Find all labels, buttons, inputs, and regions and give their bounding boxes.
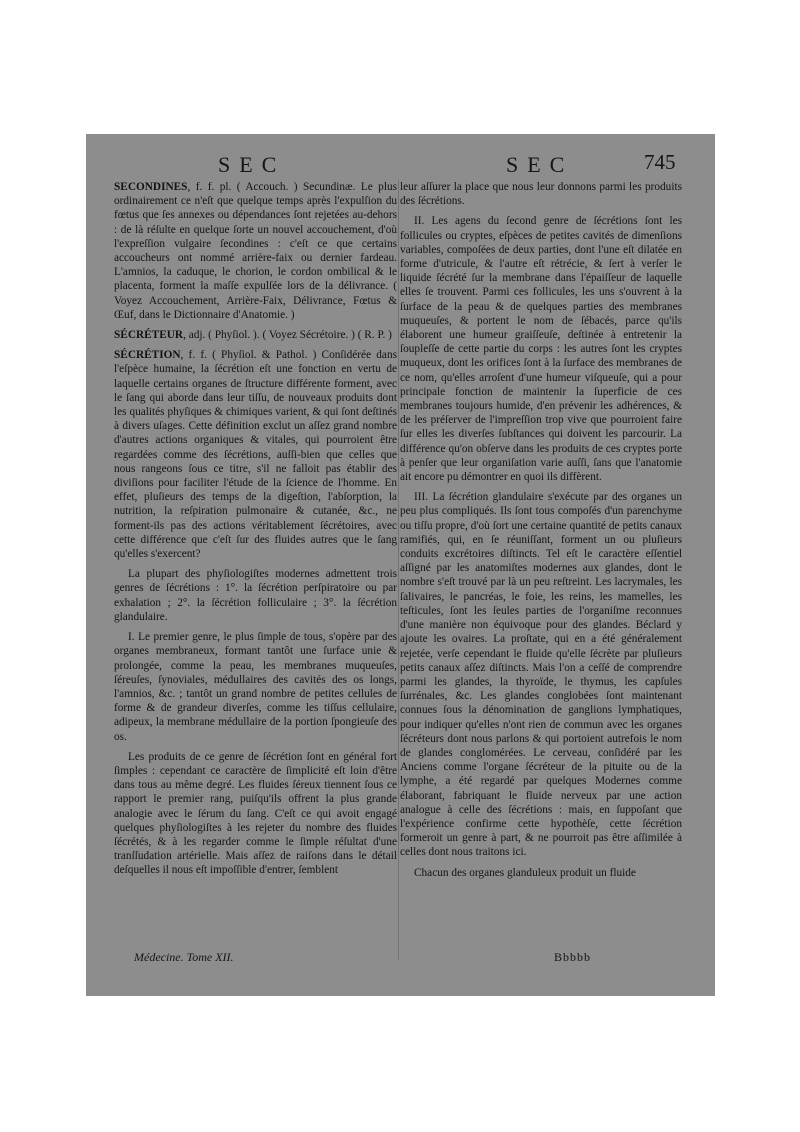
- headword: SÉCRÉTEUR: [114, 329, 184, 342]
- footer-volume: Médecine. Tome XII.: [134, 950, 234, 964]
- footer-signature: Bbbbb: [554, 950, 592, 964]
- running-head-right: SEC: [506, 152, 574, 177]
- entry-text: , adj. ( Phyſiol. ). ( Voyez Sécrétoire. ) ( R. P. ): [183, 329, 392, 342]
- headword: SECONDINES: [114, 181, 188, 193]
- scanned-page: [86, 134, 715, 996]
- entry-text: , f. f. ( Phyſiol. & Pathol. ) Conſidérée dans l'eſpèce humaine, la ſécrétion eſt une fonction en vertu de laquelle certains organes de ſtructure différente forment, avec le ſang qui aborde dans leur tiſſu, de nouveaux produits dont les qualités phyſiques & chimiques varient, & qui ſont deſtinés à divers uſages. Cette définition exclut un aſſez grand nombre d'autres actions organiques & vitales, qui pourroient être regardées comme des ſécrétions, auſſi-bien que celles que nous rangeons ſous ce titre, s'il ne falloit pas établir des diviſions pour faciliter l'étude de la ſcience de l'homme. En effet, pluſieurs des temps de la digeſtion, l'abſorption, la nutrition, la reſpiration pulmonaire & cutanée, &c., ne forment-ils pas des actions véritablement ſécrétoires, avec cette différence que c'eſt ſur des fluides autres que le ſang qu'elles s'exercent?: [114, 349, 397, 561]
- paragraph: I. Le premier genre, le plus ſimple de tous, s'opère par des organes membraneux, formant tantôt une ſurface unie & prolongée, comme la peau, les membranes muqueuſes, ſéreuſes, ſynoviales, médullaires des cavités des os longs, l'amnios, &c. ; tantôt un grand nombre de petites cellules de forme & de grandeur diverſes, comme les tiſſus cellulaire, adipeux, la membrane médullaire de la portion ſpongieuſe des os.: [114, 631, 397, 743]
- column-divider: [398, 180, 399, 960]
- running-head-left: SEC: [218, 152, 286, 177]
- paragraph: La plupart des phyſiologiſtes modernes admettent trois genres de ſécrétions : 1°. la ſécrétion perſpiratoire ou par exhalation ; 2°. la ſécrétion folliculaire ; 3°. la ſécrétion glandulaire.: [114, 568, 397, 623]
- paragraph: III. La ſécrétion glandulaire s'exécute par des organes un peu plus compliqués. Ils ſont tous compoſés d'un parenchyme ou tiſſu propre, d'où ſort une certaine quantité de petits canaux ramifiés, qui, en ſe réuniſſant, forment un ou pluſieurs conduits excrétoires diſtincts. Tel eſt le caractère eſſentiel aſſigné par les anatomiſtes modernes aux glandes, dont le nombre s'eſt trouvé par là un peu reſtreint. Les lacrymales, les ſalivaires, le pancréas, le foie, les reins, les mamelles, les teſticules, ſont les ſeules parties de l'organiſme reconnues d'une manière non équivoque pour des glandes. Béclard y ajoute les ovaires. La proſtate, qui en a été généralement rejetée, verſe cependant le fluide qu'elle ſécrète par pluſieurs petits canaux aſſez diſtincts. Mais l'on a ceſſé de comprendre parmi les glandes, la thyroïde, le thymus, les capſules ſurrénales, &c. Les glandes conglobées ſont maintenant connues ſous la dénomination de ganglions lymphatiques, pour indiquer qu'elles n'ont rien de commun avec les organes ſécréteurs dont nous parlons & qui portoient autrefois le nom de glandes conglomérées. Le cerveau, conſidéré par les Anciens comme l'organe ſécréteur de la pituite ou de la lymphe, a été regardé par quelques Modernes comme élaborant, fabriquant le fluide nerveux par une action analogue à celle des ſécrétions : mais, en ſuppoſant que l'expérience confirme cette hypothèſe, cette ſécrétion formeroit un genre à part, & ne pourroit pas être aſſimilée à celles dont nous traitons ici.: [400, 491, 682, 859]
- headword: SÉCRÉTION: [114, 349, 181, 362]
- left-column: [114, 180, 397, 884]
- paragraph: II. Les agens du ſecond genre de ſécrétions ſont les follicules ou cryptes, eſpèces de petites cavités de dimenſions variables, compoſées de deux parties, dont l'une eſt dilatée en forme d'utricule, & l'autre eſt rétrécie, & ſert à verſer le liquide ſécrété ſur la membrane dans l'épaiſſeur de laquelle elles ſe trouvent. Parmi ces follicules, les uns s'ouvrent à la ſurface de la peau & de quelques parties des membranes muqueuſes, & portent le nom de ſébacés, parce qu'ils élaborent une humeur graiſſeuſe, deſtinée à entretenir la ſoupleſſe de cette partie du corps : les autres ſont les cryptes muqueux, dont les orifices ſont à la ſurface des membranes de ce nom, qu'elles arroſent d'une humeur viſqueuſe, qui a pour principale fonction de maintenir la ſuperficie de ces membranes toujours humide, d'en prévenir les adhérences, & de les préſerver de l'impreſſion trop vive que pourroient faire ſur elles les diverſes ſubſtances qui doivent les parcourir. La différence qu'on obſerve dans les produits de ces cryptes porte à penſer que leur organiſation varie auſſi, ſans que l'anatomie ait encore pu démontrer en quoi ils diffèrent.: [400, 215, 682, 484]
- entry-secretion: [114, 348, 397, 561]
- paragraph: leur aſſurer la place que nous leur donnons parmi les produits des ſécrétions.: [400, 181, 682, 208]
- entry-secondines: [114, 180, 397, 322]
- page-number: 745: [644, 150, 676, 174]
- entry-secreteur: [114, 328, 397, 342]
- paragraph: Les produits de ce genre de ſécrétion ſont en général fort ſimples : cependant ce caractère de ſimplicité eſt loin d'être dans tous au même degré. Les fluides ſéreux tiennent ſous ce rapport le premier rang, puiſqu'ils offrent la plus grande analogie avec le ſérum du ſang. C'eſt ce qui avoit engagé quelques phyſiologiſtes à les rejeter du nombre des fluides ſécrétés, & à les regarder comme le ſimple réſultat d'une tranſſudation artérielle. Mais aſſez de raiſons dans le détail deſquelles il nous eſt impoſſible d'entrer, ſemblent: [114, 750, 397, 877]
- paragraph: Chacun des organes glanduleux produit un fluide: [414, 866, 636, 879]
- right-column: [400, 180, 682, 886]
- entry-text: , f. f. pl. ( Accouch. ) Secundinæ. Le plus ordinairement ce n'eſt que quelque temps après l'expulſion du fœtus que ſes annexes ou dépendances ſont rejetées au-dehors : de là réſulte en quelque ſorte un nouvel accouchement, d'où l'expreſſion vulgaire ſecondines : c'eſt ce que certains accoucheurs ont nommé arrière-faix ou dernier fardeau. L'amnios, la caduque, le chorion, le cordon ombilical & le placenta, forment la maſſe expulſée lors de la délivrance. ( Voyez Accouchement, Arrière-Faix, Délivrance, Fœtus & Œuf, dans le Dictionnaire d'Anatomie. ): [114, 181, 397, 321]
